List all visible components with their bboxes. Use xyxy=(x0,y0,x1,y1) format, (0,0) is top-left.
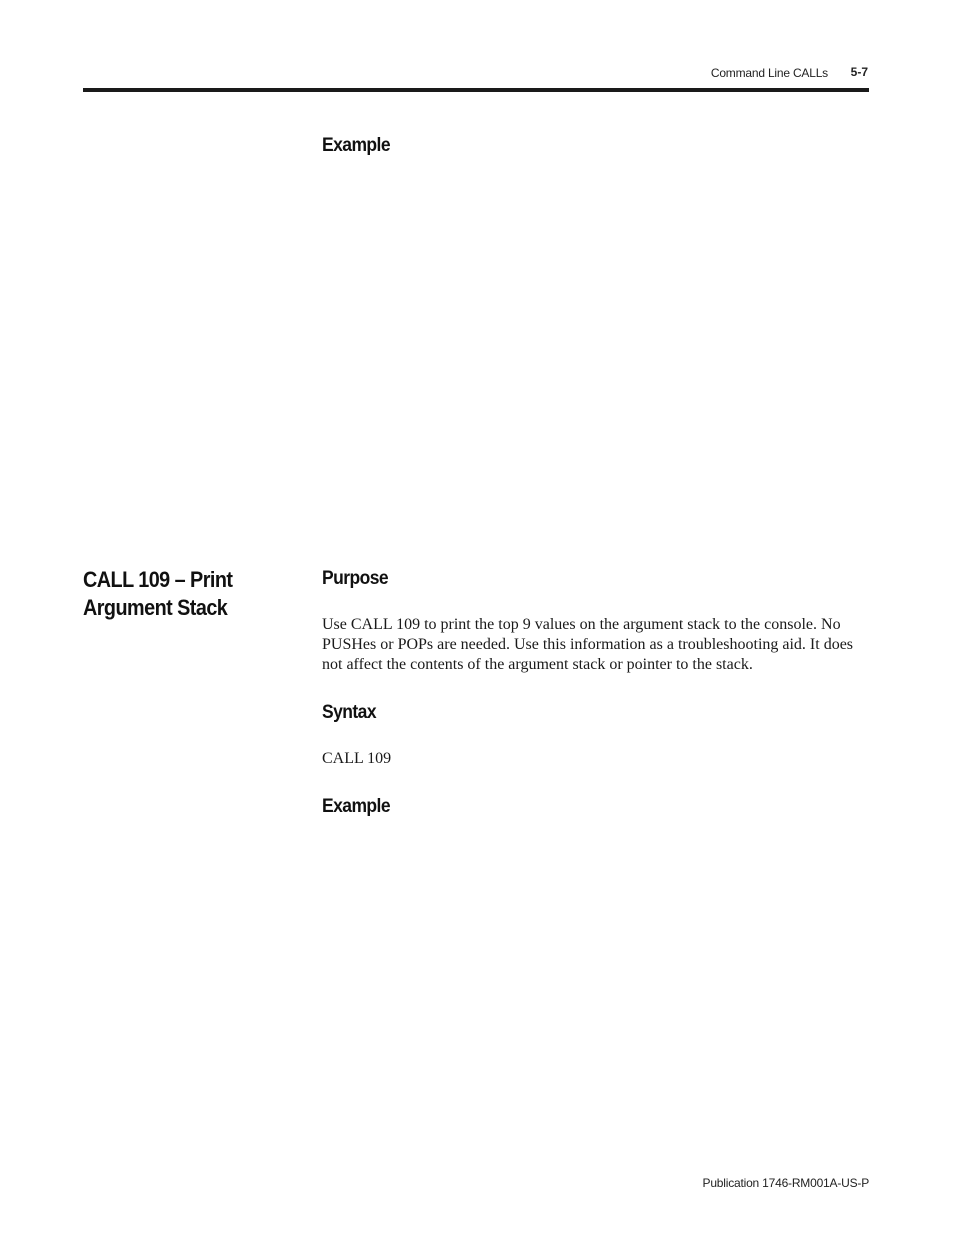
footer-publication: Publication 1746-RM001A-US-P xyxy=(702,1176,869,1190)
purpose-heading: Purpose xyxy=(322,568,389,589)
section-title-line2: Argument Stack xyxy=(83,595,228,620)
example-heading-top: Example xyxy=(322,135,391,156)
section-title-call109 xyxy=(83,566,263,622)
purpose-paragraph: Use CALL 109 to print the top 9 values on the argument stack to the console. No PUSHes or POPs are needed. Use this information as a troubleshooting aid. It does not affect the contents of the argument stack or pointer to the stack. xyxy=(322,616,854,673)
section-title-line1: CALL 109 – Print xyxy=(83,567,233,592)
header-page-number: 5-7 xyxy=(850,65,868,79)
example-heading-call109: Example xyxy=(322,796,391,817)
syntax-text: CALL 109 xyxy=(322,750,392,767)
header-rule xyxy=(83,88,869,92)
header-chapter-title: Command Line CALLs xyxy=(710,66,828,80)
syntax-heading: Syntax xyxy=(322,702,377,723)
